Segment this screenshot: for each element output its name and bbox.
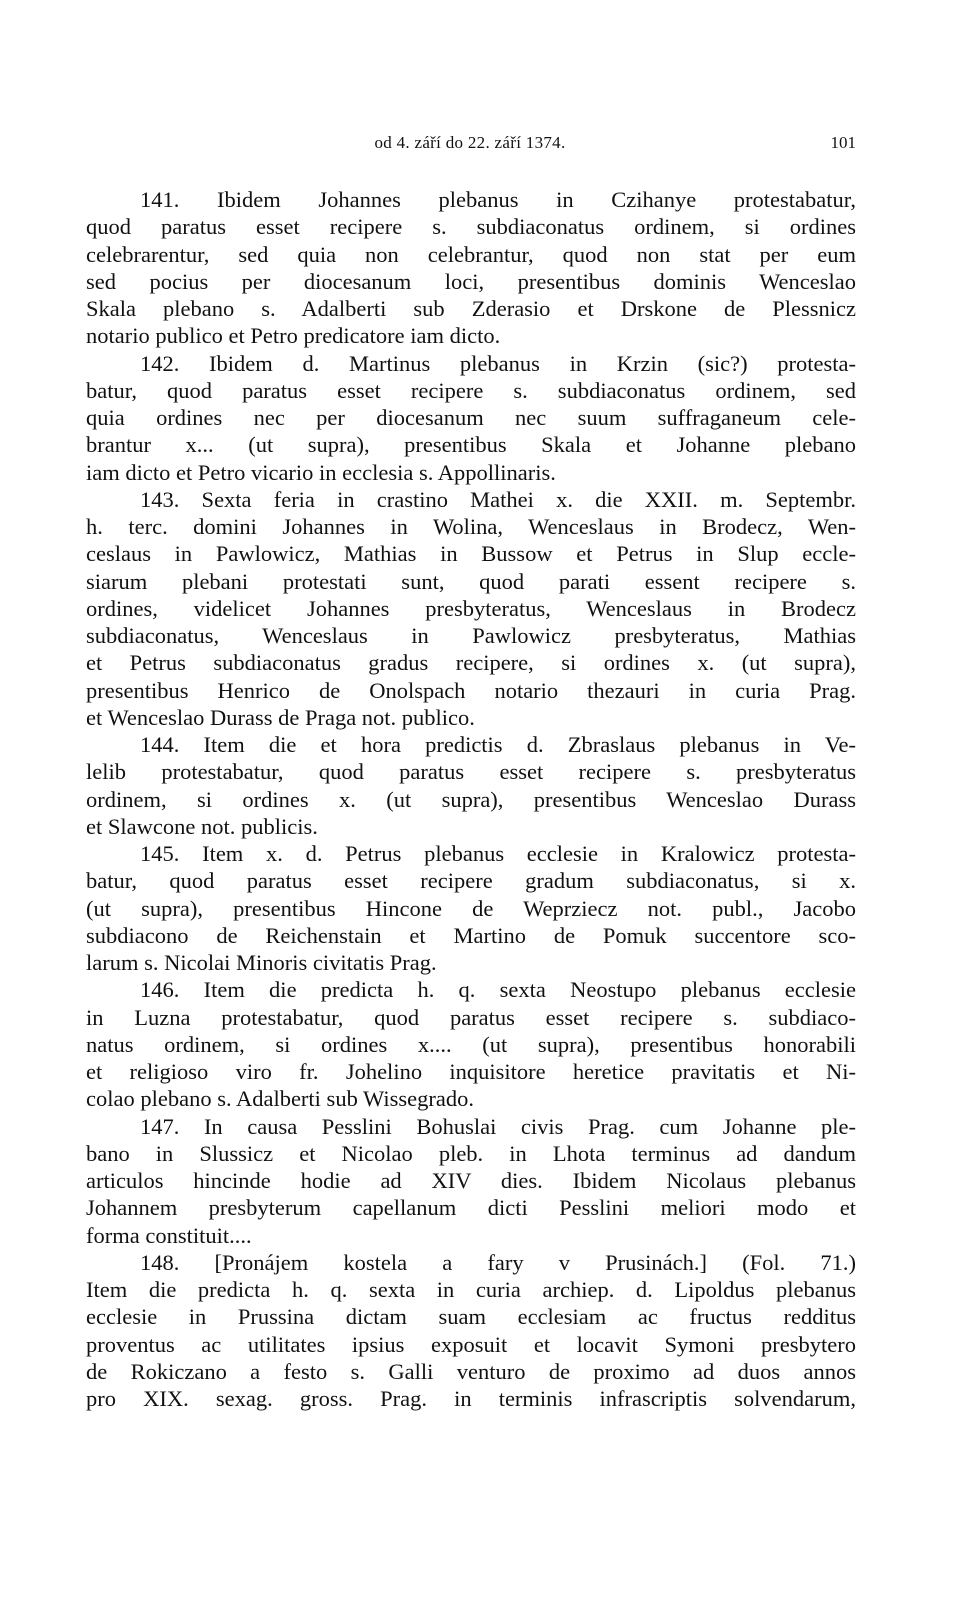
text-line: Skala plebano s. Adalberti sub Zderasio et Drskone de Plessnicz [86,296,856,321]
text-line: batur, quod paratus esset recipere gradum subdiaconatus, si x. [86,868,856,894]
text-line: et Petrus subdiaconatus gradus recipere, si ordines x. (ut supra), [86,650,856,676]
text-line: colao plebano s. Adalberti sub Wissegrado. [86,1086,474,1112]
running-title: od 4. září do 22. září 1374. [374,133,566,152]
text-line: iam dicto et Petro vicario in ecclesia s. Appollinaris. [86,459,556,485]
text-line: quia ordines nec per diocesanum nec suum suffraganeum cele- [86,405,856,430]
page-number: 101 [830,133,856,152]
text-line: pro XIX. sexag. gross. Prag. in terminis infrascriptis solvendarum, [86,1386,856,1411]
text-line: h. terc. domini Johannes in Wolina, Wenceslaus in Brodecz, Wen- [86,514,856,539]
text-line: sed pocius per diocesanum loci, presentibus dominis Wenceslao [86,268,856,294]
text-line: 145. Item x. d. Petrus plebanus ecclesie in Kralowicz protesta- [140,841,856,866]
text-line: 146. Item die predicta h. q. sexta Neostupo plebanus ecclesie [140,977,856,1003]
text-line: 144. Item die et hora predictis d. Zbraslaus plebanus in Ve- [140,732,856,757]
text-line: lelib protestabatur, quod paratus esset recipere s. presbyteratus [86,759,856,785]
text-line: de Rokiczano a festo s. Galli venturo de proximo ad duos annos [86,1358,856,1384]
text-line: siarum plebani protestati sunt, quod parati essent recipere s. [86,568,856,594]
text-line: in Luzna protestabatur, quod paratus esset recipere s. subdiaco- [86,1004,856,1030]
text-line: natus ordinem, si ordines x.... (ut supra), presentibus honorabili [86,1031,856,1057]
text-line: articulos hincinde hodie ad XIV dies. Ibidem Nicolaus plebanus [86,1168,856,1193]
text-line: celebrarentur, sed quia non celebrantur, quod non stat per eum [86,241,856,267]
text-line: bano in Slussicz et Nicolao pleb. in Lhota terminus ad dandum [86,1140,856,1166]
text-line: ordines, videlicet Johannes presbyteratus, Wenceslaus in Brodecz [86,595,856,621]
text-line: 148. [Pronájem kostela a fary v Prusinách.] (Fol. 71.) [140,1249,856,1275]
text-line: et Slawcone not. publicis. [86,813,318,839]
body-text [86,186,856,1412]
text-line: larum s. Nicolai Minoris civitatis Prag. [86,950,437,975]
text-line: ecclesie in Prussina dictam suam ecclesiam ac fructus redditus [86,1304,856,1330]
text-line: proventus ac utilitates ipsius exposuit et locavit Symoni presbytero [86,1331,856,1357]
running-header [84,133,856,157]
text-line: notario publico et Petro predicatore iam dicto. [86,323,501,349]
text-line: 141. Ibidem Johannes plebanus in Czihanye protestabatur, [140,187,856,212]
text-line: subdiaconatus, Wenceslaus in Pawlowicz presbyteratus, Mathias [86,623,856,648]
text-line: quod paratus esset recipere s. subdiaconatus ordinem, si ordines [86,214,856,240]
text-line: 142. Ibidem d. Martinus plebanus in Krzin (sic?) protesta- [140,350,856,376]
text-line: Item die predicta h. q. sexta in curia archiep. d. Lipoldus plebanus [86,1277,856,1302]
text-line: et religioso viro fr. Johelino inquisitore heretice pravitatis et Ni- [86,1059,856,1084]
text-line: 143. Sexta feria in crastino Mathei x. die XXII. m. Septembr. [140,486,856,512]
text-line: brantur x... (ut supra), presentibus Skala et Johanne plebano [86,432,856,458]
text-line: Johannem presbyterum capellanum dicti Pesslini meliori modo et [86,1195,856,1221]
text-line: presentibus Henrico de Onolspach notario thezauri in curia Prag. [86,677,856,703]
text-line: ceslaus in Pawlowicz, Mathias in Bussow et Petrus in Slup eccle- [86,541,856,567]
text-line: subdiacono de Reichenstain et Martino de Pomuk succentore sco- [86,922,856,948]
text-line: (ut supra), presentibus Hincone de Weprziecz not. publ., Jacobo [86,895,856,921]
text-line: batur, quod paratus esset recipere s. subdiaconatus ordinem, sed [86,377,856,403]
text-line: forma constituit.... [86,1222,252,1248]
text-line: et Wenceslao Durass de Praga not. publico. [86,704,475,730]
text-line: 147. In causa Pesslini Bohuslai civis Prag. cum Johanne ple- [140,1113,856,1139]
text-line: ordinem, si ordines x. (ut supra), presentibus Wenceslao Durass [86,786,856,812]
